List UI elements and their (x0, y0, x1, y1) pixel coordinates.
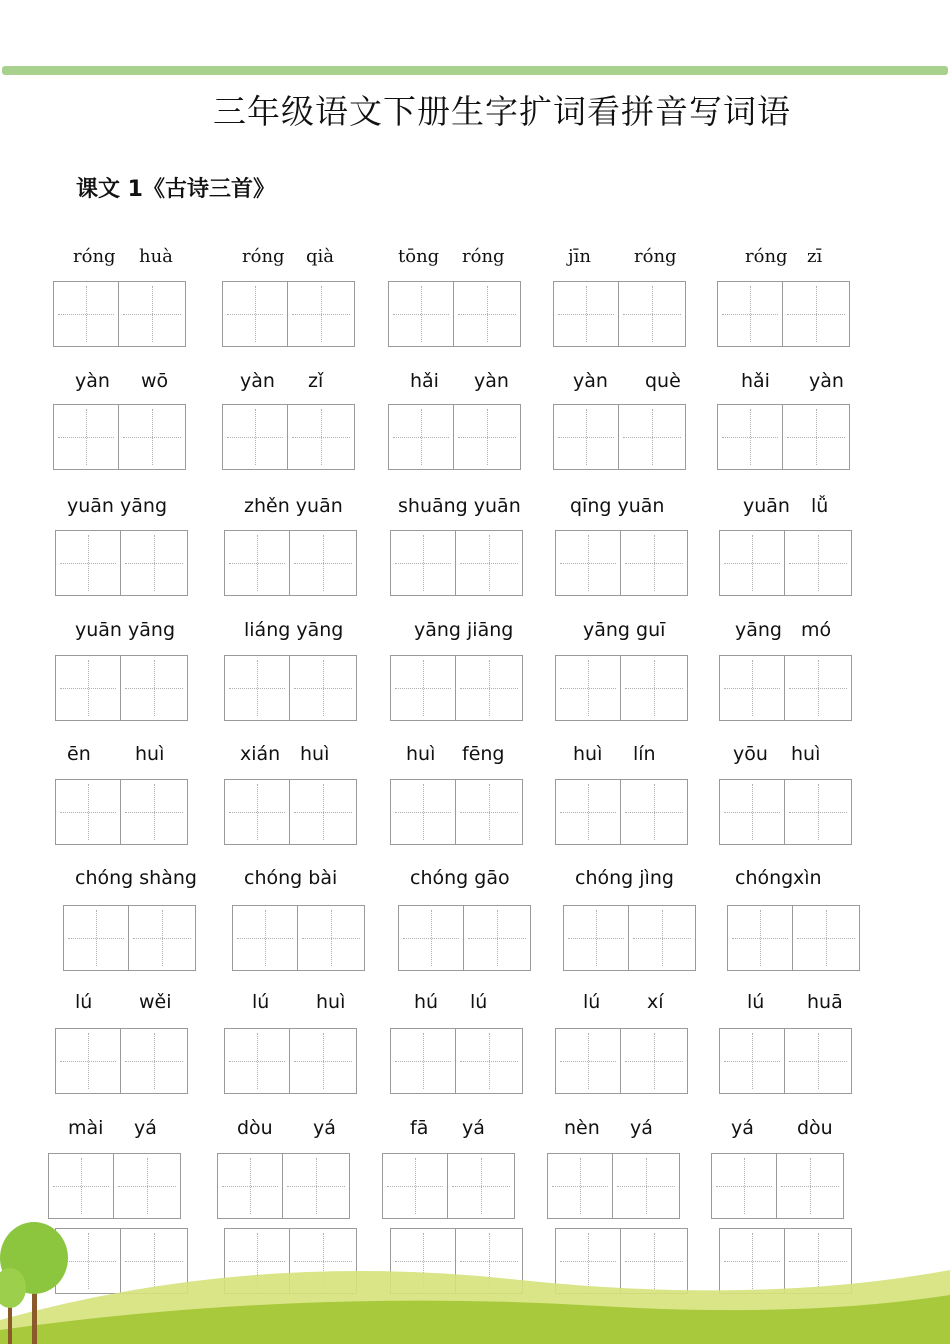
pinyin-label: zī (807, 246, 823, 267)
writing-box-pair[interactable] (719, 779, 852, 845)
writing-cell[interactable] (553, 404, 619, 470)
pinyin-label: huā (807, 991, 843, 1013)
writing-cell[interactable] (456, 655, 523, 721)
writing-box-pair[interactable] (727, 905, 860, 971)
writing-cell[interactable] (119, 281, 186, 347)
writing-box-pair[interactable] (232, 905, 365, 971)
writing-cell[interactable] (290, 1028, 357, 1094)
writing-cell[interactable] (298, 905, 365, 971)
writing-box-pair[interactable] (55, 1028, 188, 1094)
writing-box-pair[interactable] (222, 404, 355, 470)
writing-box-pair[interactable] (55, 530, 188, 596)
writing-cell[interactable] (388, 404, 454, 470)
pinyin-label: xián (240, 743, 281, 765)
writing-cell[interactable] (717, 404, 783, 470)
pinyin-label: róng (745, 246, 788, 267)
pinyin-label: qià (306, 246, 335, 267)
pinyin-label: qīng yuān (570, 495, 665, 517)
pinyin-label: xìn (793, 867, 822, 889)
pinyin-label: nèn (564, 1117, 600, 1139)
pinyin-label: chóng shàng (75, 867, 197, 889)
page-title: 三年级语文下册生字扩词看拼音写词语 (213, 92, 791, 131)
pinyin-label: dòu (237, 1117, 273, 1139)
writing-box-pair[interactable] (719, 1028, 852, 1094)
writing-cell[interactable] (621, 655, 688, 721)
writing-cell[interactable] (717, 281, 783, 347)
writing-cell[interactable] (388, 281, 454, 347)
lesson-heading: 课文 1《古诗三首》 (76, 177, 275, 202)
writing-cell[interactable] (55, 1028, 121, 1094)
pinyin-label: tōng (398, 246, 440, 267)
writing-cell[interactable] (621, 779, 688, 845)
pinyin-label: yàn (573, 370, 608, 392)
top-accent-bar (2, 66, 948, 75)
writing-cell[interactable] (390, 530, 456, 596)
writing-box-pair[interactable] (224, 655, 357, 721)
writing-box-pair[interactable] (555, 1028, 688, 1094)
pinyin-label: xí (647, 991, 664, 1013)
pinyin-label: shuāng yuān (398, 495, 521, 517)
pinyin-label: fēng (462, 743, 505, 765)
writing-box-pair[interactable] (53, 404, 186, 470)
pinyin-label: chóng jìng (575, 867, 674, 889)
pinyin-label: zǐ (308, 370, 324, 392)
writing-cell[interactable] (456, 1028, 523, 1094)
pinyin-label: dòu (797, 1117, 833, 1139)
writing-cell[interactable] (719, 655, 785, 721)
writing-cell[interactable] (454, 404, 521, 470)
pinyin-label: hǎi (410, 370, 439, 392)
writing-cell[interactable] (621, 530, 688, 596)
writing-box-pair[interactable] (224, 779, 357, 845)
pinyin-label: lú (252, 991, 270, 1013)
pinyin-label: lú (470, 991, 488, 1013)
writing-box-pair[interactable] (719, 530, 852, 596)
pinyin-label: yuān yāng (67, 495, 168, 517)
writing-box-pair[interactable] (63, 905, 196, 971)
pinyin-label: yàn (809, 370, 844, 392)
pinyin-label: yōu (733, 743, 768, 765)
writing-cell[interactable] (224, 779, 290, 845)
pinyin-label: chóng (735, 867, 794, 889)
pinyin-label: hú (414, 991, 439, 1013)
writing-cell[interactable] (555, 655, 621, 721)
pinyin-label: huì (316, 991, 346, 1013)
writing-box-pair[interactable] (563, 905, 696, 971)
writing-cell[interactable] (290, 530, 357, 596)
writing-cell[interactable] (456, 530, 523, 596)
writing-cell[interactable] (224, 1028, 290, 1094)
writing-cell[interactable] (53, 281, 119, 347)
writing-cell[interactable] (555, 530, 621, 596)
writing-cell[interactable] (290, 779, 357, 845)
pinyin-label: chóng bài (244, 867, 338, 889)
writing-cell[interactable] (727, 905, 793, 971)
writing-box-pair[interactable] (388, 281, 521, 347)
writing-cell[interactable] (555, 1028, 621, 1094)
pinyin-label: mó (801, 619, 832, 641)
writing-box-pair[interactable] (553, 281, 686, 347)
writing-box-pair[interactable] (555, 530, 688, 596)
pinyin-label: róng (462, 246, 505, 267)
writing-cell[interactable] (119, 404, 186, 470)
pinyin-label: fā (410, 1117, 429, 1139)
pinyin-label: wō (141, 370, 169, 392)
writing-cell[interactable] (619, 281, 686, 347)
writing-cell[interactable] (629, 905, 696, 971)
pinyin-label: róng (634, 246, 677, 267)
pinyin-label: huà (139, 246, 173, 267)
pinyin-label: huì (135, 743, 165, 765)
pinyin-label: liáng yāng (244, 619, 344, 641)
pinyin-label: jīn (568, 246, 591, 267)
grass-hill-decoration (0, 1210, 950, 1344)
writing-box-pair[interactable] (390, 1028, 523, 1094)
pinyin-label: róng (73, 246, 116, 267)
writing-box-pair[interactable] (53, 281, 186, 347)
writing-cell[interactable] (232, 905, 298, 971)
pinyin-label: lú (747, 991, 765, 1013)
writing-cell[interactable] (63, 905, 129, 971)
writing-box-pair[interactable] (222, 281, 355, 347)
pinyin-label: huì (300, 743, 330, 765)
pinyin-label: huì (573, 743, 603, 765)
writing-cell[interactable] (222, 404, 288, 470)
writing-cell[interactable] (121, 779, 188, 845)
writing-box-pair[interactable] (390, 530, 523, 596)
writing-cell[interactable] (398, 905, 464, 971)
pinyin-label: yuān yāng (75, 619, 176, 641)
writing-cell[interactable] (719, 530, 785, 596)
writing-cell[interactable] (464, 905, 531, 971)
pinyin-label: yāng jiāng (414, 619, 514, 641)
writing-cell[interactable] (290, 655, 357, 721)
writing-cell[interactable] (783, 281, 850, 347)
pinyin-label: yàn (75, 370, 110, 392)
writing-cell[interactable] (121, 530, 188, 596)
writing-box-pair[interactable] (717, 404, 850, 470)
writing-cell[interactable] (719, 779, 785, 845)
writing-cell[interactable] (719, 1028, 785, 1094)
writing-box-pair[interactable] (555, 779, 688, 845)
pinyin-label: róng (242, 246, 285, 267)
writing-box-pair[interactable] (555, 655, 688, 721)
writing-cell[interactable] (121, 1028, 188, 1094)
writing-cell[interactable] (224, 530, 290, 596)
writing-cell[interactable] (224, 655, 290, 721)
writing-cell[interactable] (390, 779, 456, 845)
writing-cell[interactable] (288, 281, 355, 347)
writing-cell[interactable] (390, 655, 456, 721)
writing-box-pair[interactable] (717, 281, 850, 347)
pinyin-label: lín (633, 743, 656, 765)
pinyin-label: huì (406, 743, 436, 765)
pinyin-label: yuān (743, 495, 790, 517)
writing-cell[interactable] (129, 905, 196, 971)
pinyin-label: yá (134, 1117, 157, 1139)
writing-cell[interactable] (55, 530, 121, 596)
pinyin-label: yá (630, 1117, 653, 1139)
writing-cell[interactable] (121, 655, 188, 721)
writing-box-pair[interactable] (719, 655, 852, 721)
writing-cell[interactable] (555, 779, 621, 845)
pinyin-label: lǚ (811, 495, 829, 517)
pinyin-label: mài (68, 1117, 104, 1139)
writing-cell[interactable] (793, 905, 860, 971)
writing-cell[interactable] (563, 905, 629, 971)
writing-cell[interactable] (454, 281, 521, 347)
pinyin-label: lú (583, 991, 601, 1013)
pinyin-label: yàn (474, 370, 509, 392)
writing-cell[interactable] (785, 1028, 852, 1094)
writing-cell[interactable] (783, 404, 850, 470)
writing-cell[interactable] (621, 1028, 688, 1094)
pinyin-label: què (645, 370, 681, 392)
pinyin-label: yāng guī (583, 619, 666, 641)
pinyin-label: lú (75, 991, 93, 1013)
writing-box-pair[interactable] (224, 530, 357, 596)
writing-box-pair[interactable] (390, 779, 523, 845)
pinyin-label: yàn (240, 370, 275, 392)
writing-cell[interactable] (456, 779, 523, 845)
writing-cell[interactable] (553, 281, 619, 347)
pinyin-label: huì (791, 743, 821, 765)
pinyin-label: yá (313, 1117, 336, 1139)
writing-box-pair[interactable] (55, 779, 188, 845)
writing-cell[interactable] (55, 779, 121, 845)
writing-box-pair[interactable] (388, 404, 521, 470)
writing-cell[interactable] (222, 281, 288, 347)
writing-box-pair[interactable] (55, 655, 188, 721)
writing-box-pair[interactable] (390, 655, 523, 721)
pinyin-label: chóng gāo (410, 867, 510, 889)
pinyin-label: wěi (139, 991, 172, 1013)
writing-cell[interactable] (785, 779, 852, 845)
writing-box-pair[interactable] (224, 1028, 357, 1094)
writing-box-pair[interactable] (398, 905, 531, 971)
pinyin-label: hǎi (741, 370, 770, 392)
writing-cell[interactable] (53, 404, 119, 470)
writing-cell[interactable] (55, 655, 121, 721)
writing-cell[interactable] (785, 655, 852, 721)
pinyin-label: yá (731, 1117, 754, 1139)
writing-cell[interactable] (785, 530, 852, 596)
pinyin-label: yāng (735, 619, 782, 641)
writing-cell[interactable] (288, 404, 355, 470)
pinyin-label: yá (462, 1117, 485, 1139)
writing-box-pair[interactable] (553, 404, 686, 470)
pinyin-label: zhěn yuān (244, 495, 343, 517)
writing-cell[interactable] (619, 404, 686, 470)
writing-cell[interactable] (390, 1028, 456, 1094)
pinyin-label: ēn (67, 743, 91, 765)
